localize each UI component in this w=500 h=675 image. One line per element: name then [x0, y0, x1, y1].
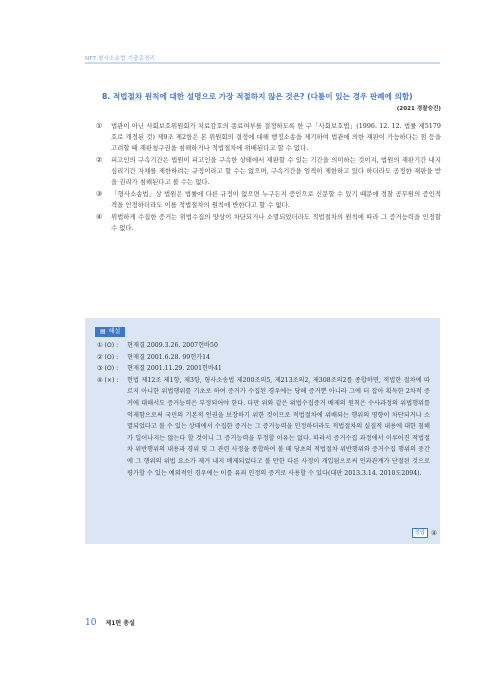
chapter-title: 제1편 총설 [105, 620, 135, 627]
answer-label: 정답 [412, 528, 429, 538]
explanation-mark: ③ (O) : [97, 365, 119, 373]
option-text: 피고인의 구속기간은 법원이 피고인을 구속한 상태에서 재판할 수 있는 기간을 의미하는 것이지, 법원의 재판기간 내지 심리기간 자체를 제한하려는 규정이라고 할 수는 없으며, 구속기간을 엄격히 제한하고 있다 하더라도 공정한 재판을 받을 권리가 침해된다고 볼 수는 없다. [111, 156, 441, 186]
explanation-mark: ② (O) : [97, 353, 119, 361]
explanation-item-1 [97, 340, 430, 352]
explanation-mark: ① (O) : [97, 342, 119, 349]
explanation-list [97, 340, 430, 479]
question-number: 8. [102, 92, 111, 101]
option-number: ④ [96, 213, 103, 221]
question-source: (2021 경찰승진) [396, 106, 441, 112]
answer-marker [412, 528, 437, 538]
page-number: 10 [85, 618, 97, 628]
answer-value: ④ [431, 529, 437, 537]
option-list [96, 121, 441, 235]
running-header: NFT 형사소송법 기출총정리 [85, 56, 156, 62]
option-text: 법관이 아닌 사회보호위원회가 치료감호의 종료여부를 결정하도록 한 구「사회보호법」(1996. 12. 12. 법률 제5179호로 개정된 것) 제9조 제2항은 본 위원회의 결정에 대해 행정소송을 제기하여 법관에 의한 재판이 가능하다는 점 등을 고려할 때 재판청구권을 침해하거나 적법절차에 위배된다고 할 수 없다. [111, 122, 441, 152]
page-footer [85, 618, 135, 628]
option-2 [96, 155, 441, 188]
option-text: 「형사소송법」상 법원은 법률에 다른 규정이 없으면 누구든지 증인으로 신문할 수 있기 때문에 경찰 공무원의 증인적격을 인정하더라도 이를 적법절차의 원칙에 반한다고 할 수 없다. [111, 190, 441, 209]
option-3 [96, 189, 441, 211]
explanation-text: 현재결 2009.3.26. 2007헌바50 [127, 342, 218, 349]
question-title [102, 91, 442, 102]
option-number: ① [96, 122, 103, 130]
question-text: 적법절차 원칙에 대한 설명으로 가장 적절하지 않은 것은? (다툼이 있는 경우 판례에 의함) [112, 92, 413, 101]
explanation-text: 현재결 2001.6.28. 99헌가14 [127, 353, 211, 361]
explanation-heading-label: 해설 [108, 328, 121, 335]
option-number: ③ [96, 190, 103, 198]
option-1 [96, 121, 441, 154]
explanation-text: 현재결 2001.11.29. 2001헌바41 [127, 365, 222, 373]
option-number: ② [96, 156, 103, 164]
explanation-item-3 [97, 363, 430, 375]
option-4 [96, 212, 441, 234]
explanation-item-2 [97, 352, 430, 364]
option-text: 위법하게 수집한 증거는 위법수집의 양상이 차단되거나 소멸되었더라도 적법절차의 원칙에 따라 그 증거능력을 인정할 수 없다. [111, 213, 441, 232]
book-icon: ▤ [100, 328, 106, 335]
header-rule [85, 62, 440, 64]
explanation-mark: ④ (×) : [97, 376, 119, 384]
explanation-item-4 [97, 375, 430, 479]
explanation-heading [95, 327, 125, 337]
explanation-text: 헌법 제12조 제1항, 제3항, 형사소송법 제200조의5, 제213조의2, 제308조의2를 종합하면, 적법한 절차에 따르지 아니한 위법행위를 기초로 하여 증거가 수집된 경우에는 당해 증거뿐 아니라 그에 터 잡아 획득한 2차적 증거에 대해서도 증거능력은 부정되어야 한다. 다만 위와 같은 위법수집증거 배제의 원칙은 수사과정의 위법행위를 억제함으로써 국민의 기본적 인권을 보장하기 위한 것이므로 적법절차에 위배되는 행위의 영향이 차단되거나 소멸되었다고 볼 수 있는 상태에서 수집한 증거는 그 증거능력을 인정하더라도 적법절차의 실질적 내용에 대한 침해가 일어나지는 않는다 할 것이니 그 증거능력을 부정할 이유는 없다. 따라서 증거수집 과정에서 이루어진 적법절차 위반행위의 내용과 경위 및 그 관련 사정을 종합하여 볼 때 당초의 적법절차 위반행위와 증거수집 행위의 중간에 그 행위의 위법 요소가 제거 내지 배제되었다고 볼 만한 다른 사정이 개입됨으로써 인과관계가 단절된 것으로 평가할 수 있는 예외적인 경우에는 이를 유죄 인정의 증거로 사용할 수 있다(대판 2013.3.14. 2010도2094). [127, 376, 430, 477]
